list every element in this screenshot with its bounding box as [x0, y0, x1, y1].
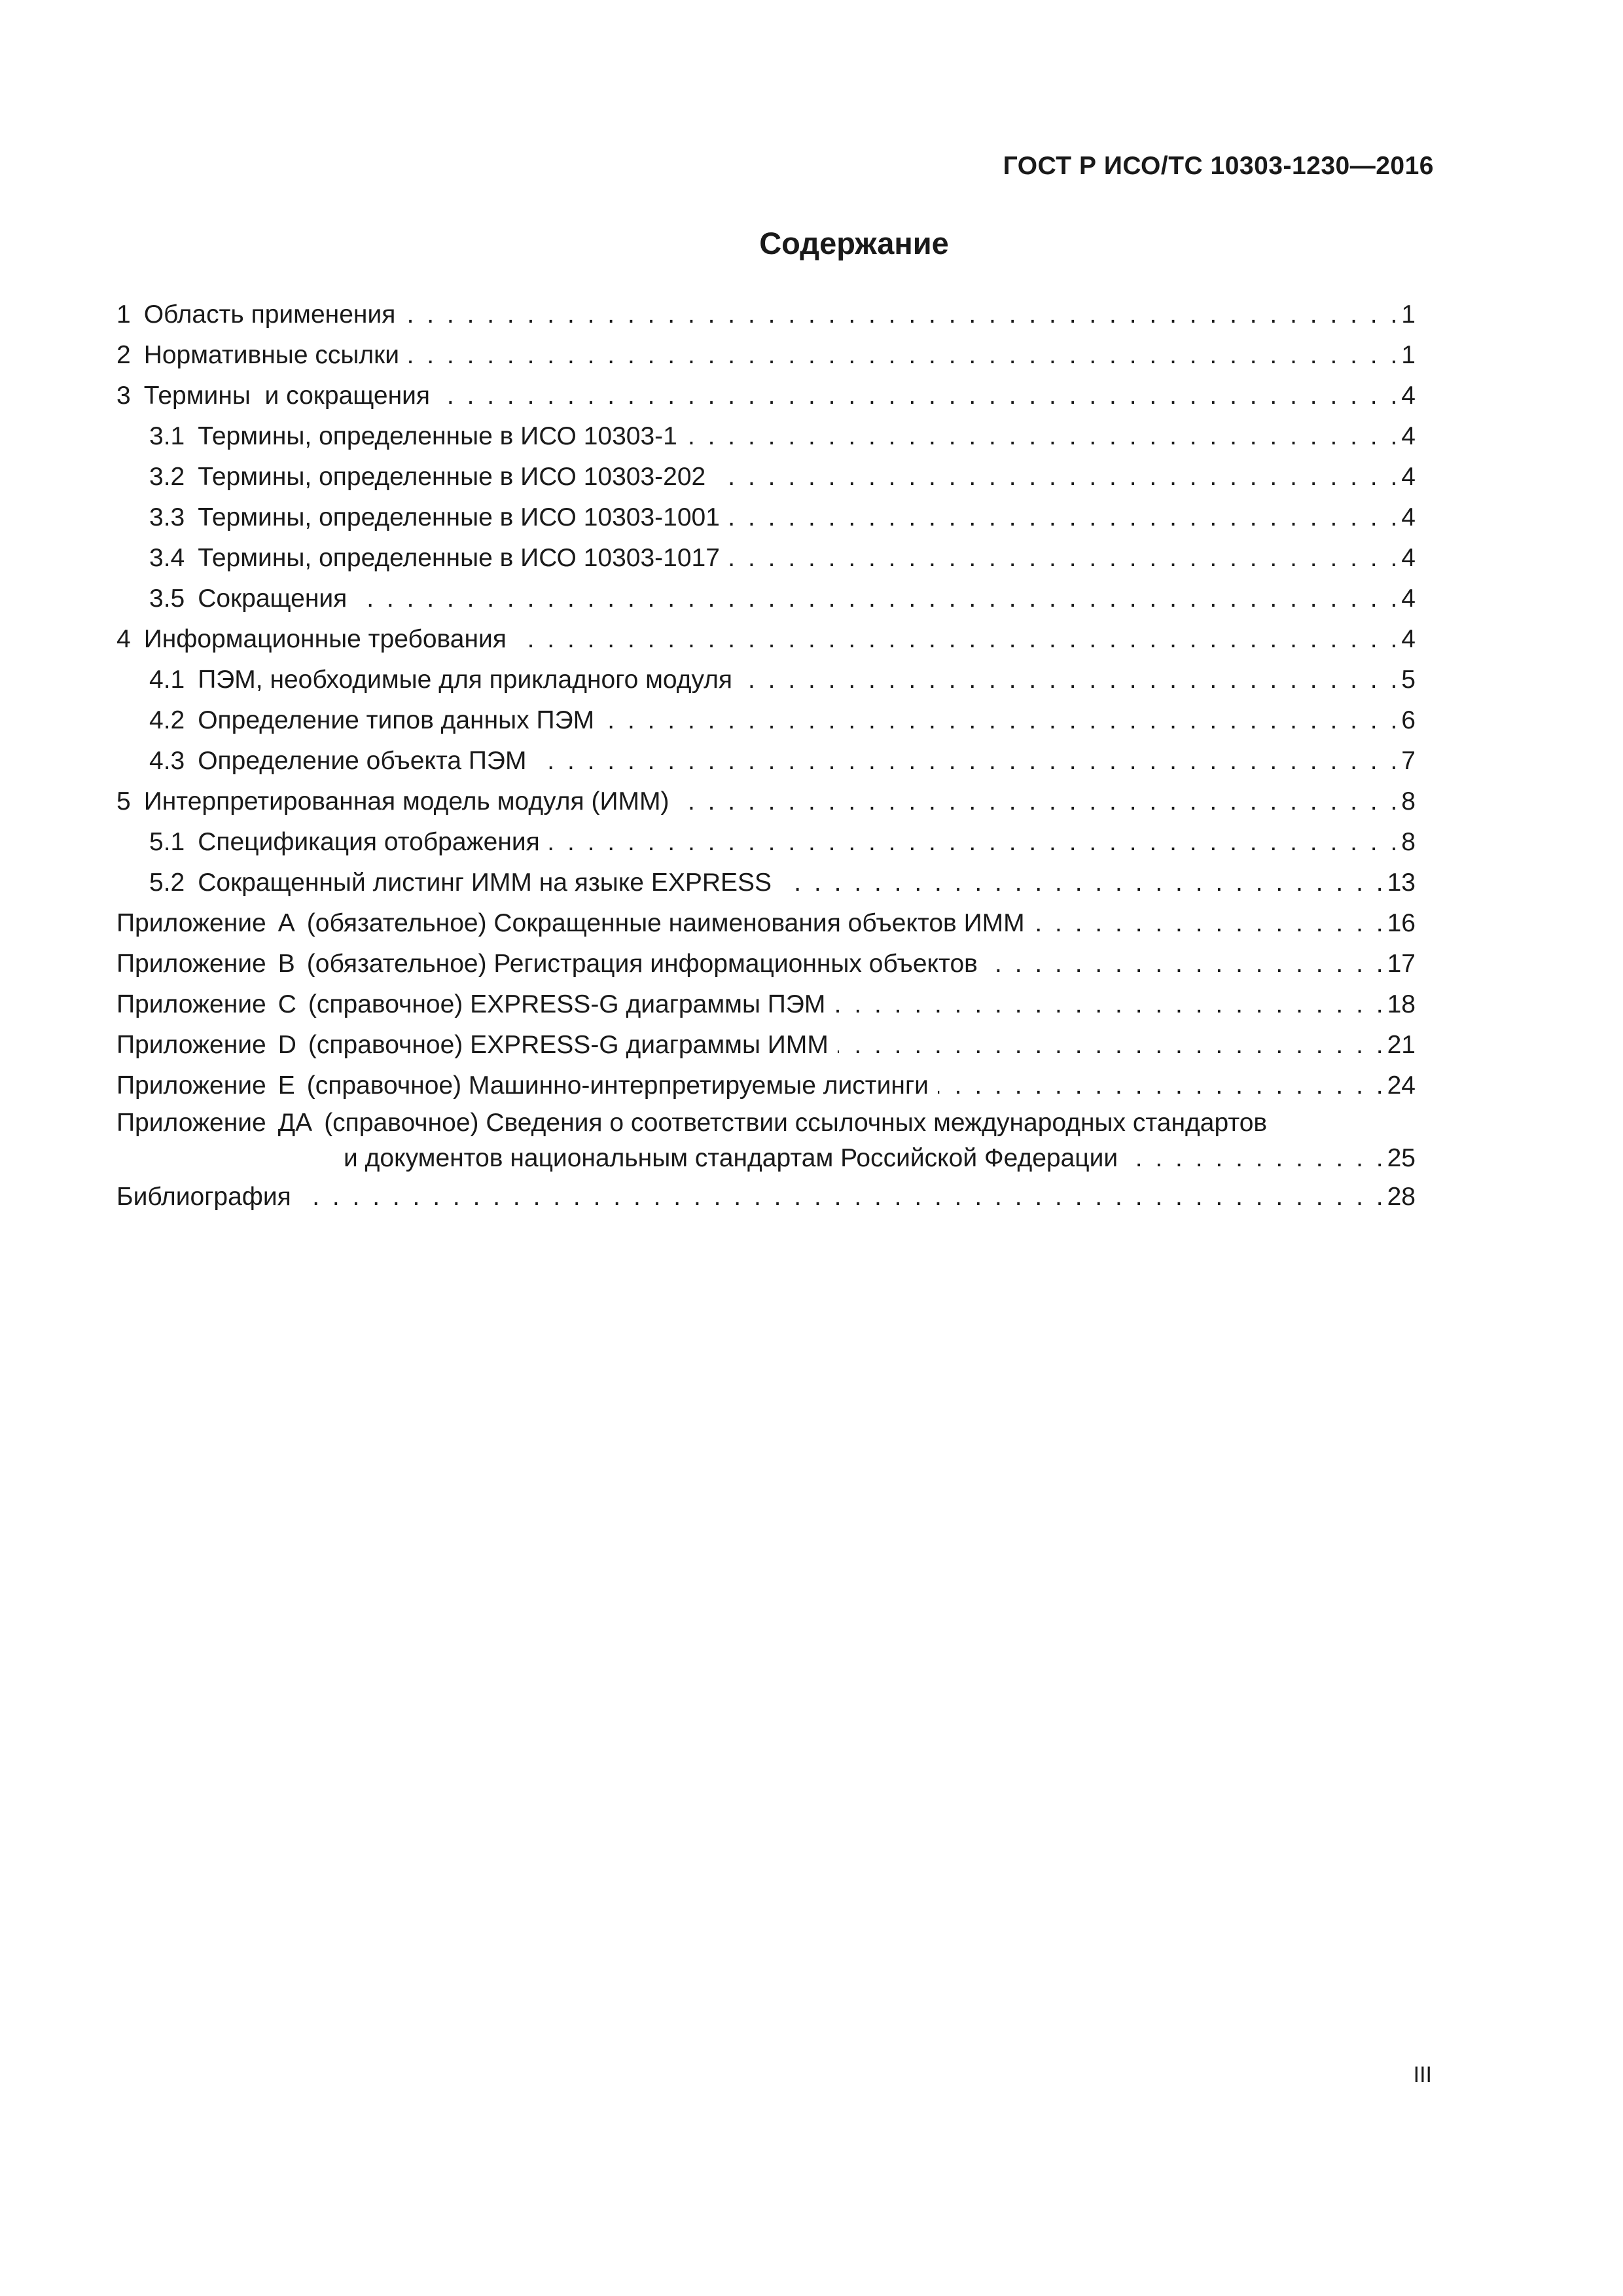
toc-entry-title: Термины и сокращения: [143, 382, 431, 410]
toc-entry-page: 8: [1401, 787, 1416, 816]
document-header: ГОСТ Р ИСО/ТС 10303-1230—2016: [1003, 152, 1434, 180]
toc-entry-number: 4.1: [149, 666, 185, 694]
toc-entry-number: 3.2: [149, 463, 185, 491]
leader-dots: [549, 822, 1398, 863]
toc-entry-number: 4.2: [149, 706, 185, 734]
toc-entry-number: 2: [116, 341, 131, 369]
leader-dots: [687, 416, 1397, 457]
toc-entry-number: 3.5: [149, 584, 185, 613]
leader-dots: [535, 741, 1397, 781]
toc-entry-3-1[interactable]: [116, 416, 1416, 457]
toc-appendix-d[interactable]: [116, 1025, 1416, 1066]
toc-entry-page: 13: [1387, 869, 1416, 897]
toc-entry-page: 4: [1401, 463, 1416, 491]
toc-entry-page: 28: [1387, 1183, 1416, 1211]
toc-appendix-e[interactable]: [116, 1066, 1416, 1106]
toc-entry-title: Сокращения: [198, 584, 348, 613]
toc-entry-number: 5.1: [149, 828, 185, 856]
toc-entry-title: Определение типов данных ПЭМ: [198, 706, 595, 734]
toc-entry-number: 5: [116, 787, 131, 816]
toc-entry-title: Нормативные ссылки: [143, 341, 399, 369]
toc-entry-page: 17: [1387, 950, 1416, 978]
toc-entry-number: 3.1: [149, 422, 185, 450]
appendix-word: Приложение: [116, 1071, 266, 1100]
toc-entry-page: 16: [1387, 909, 1416, 937]
toc-entry-page: 24: [1387, 1071, 1416, 1100]
toc-entry-page: 1: [1401, 300, 1416, 329]
toc-entry-page: 1: [1401, 341, 1416, 369]
toc-entry-title: Термины, определенные в ИСО 10303-1: [198, 422, 677, 450]
toc-entry-page: 25: [1387, 1144, 1416, 1172]
leader-dots: [1034, 903, 1383, 944]
leader-dots: [838, 1025, 1383, 1066]
appendix-title-line1: (справочное) Сведения о соответствии ссылочных международных стандартов: [324, 1109, 1268, 1137]
toc-entry-page: 18: [1387, 990, 1416, 1018]
toc-entry-page: 4: [1401, 382, 1416, 410]
toc-entry-4[interactable]: [116, 619, 1416, 660]
table-of-contents: [116, 295, 1416, 1217]
toc-entry-title: Интерпретированная модель модуля (ИММ): [143, 787, 669, 816]
appendix-title: (справочное) Машинно-интерпретируемые листинги: [306, 1071, 929, 1100]
leader-dots: [356, 579, 1397, 619]
toc-entry-number: 3.4: [149, 544, 185, 572]
toc-entry-number: 4.3: [149, 747, 185, 775]
toc-entry-1[interactable]: [116, 295, 1416, 335]
leader-dots: [516, 619, 1397, 660]
toc-entry-number: 4: [116, 625, 131, 653]
toc-entry-page: 8: [1401, 828, 1416, 856]
toc-entry-3-2[interactable]: [116, 457, 1416, 497]
toc-entry-page: 4: [1401, 584, 1416, 613]
appendix-letter: В: [277, 950, 295, 978]
toc-appendix-c[interactable]: [116, 984, 1416, 1025]
leader-dots: [404, 295, 1397, 335]
toc-appendix-da[interactable]: [116, 1106, 1416, 1177]
toc-entry-title: Область применения: [143, 300, 396, 329]
appendix-title: (справочное) EXPRESS-G диаграммы ПЭМ: [308, 990, 826, 1018]
appendix-word: Приложение: [116, 1031, 266, 1059]
toc-entry-5-2[interactable]: [116, 863, 1416, 903]
toc-entry-number: 1: [116, 300, 131, 329]
appendix-word: Приложение: [116, 950, 266, 978]
appendix-title: (справочное) EXPRESS-G диаграммы ИММ: [308, 1031, 829, 1059]
toc-entry-title: Термины, определенные в ИСО 10303-202: [198, 463, 706, 491]
appendix-word: Приложение: [116, 909, 266, 937]
toc-entry-title: Сокращенный листинг ИММ на языке EXPRESS: [198, 869, 772, 897]
toc-entry-5-1[interactable]: [116, 822, 1416, 863]
leader-dots: [408, 335, 1397, 376]
leader-dots: [834, 984, 1383, 1025]
toc-entry-3-5[interactable]: [116, 579, 1416, 619]
toc-entry-3-3[interactable]: [116, 497, 1416, 538]
toc-entry-3[interactable]: [116, 376, 1416, 416]
toc-entry-page: 6: [1401, 706, 1416, 734]
toc-appendix-a[interactable]: [116, 903, 1416, 944]
leader-dots: [1127, 1140, 1383, 1177]
toc-entry-page: 21: [1387, 1031, 1416, 1059]
toc-entry-page: 4: [1401, 422, 1416, 450]
toc-entry-number: 3.3: [149, 503, 185, 531]
toc-entry-5[interactable]: [116, 781, 1416, 822]
toc-appendix-b[interactable]: [116, 944, 1416, 984]
leader-dots: [678, 781, 1397, 822]
toc-entry-2[interactable]: [116, 335, 1416, 376]
toc-entry-title: Информационные требования: [143, 625, 507, 653]
leader-dots: [729, 497, 1397, 538]
appendix-title-line2: и документов национальным стандартам Российской Федерации: [344, 1144, 1118, 1172]
appendix-title: (обязательное) Сокращенные наименования объектов ИММ: [306, 909, 1025, 937]
toc-entry-3-4[interactable]: [116, 538, 1416, 579]
appendix-letter: D: [277, 1031, 296, 1059]
leader-dots: [938, 1066, 1383, 1106]
leader-dots: [987, 944, 1383, 984]
appendix-letter: С: [277, 990, 296, 1018]
toc-entry-page: 5: [1401, 666, 1416, 694]
toc-entry-title: ПЭМ, необходимые для прикладного модуля: [198, 666, 733, 694]
toc-entry-4-2[interactable]: [116, 700, 1416, 741]
leader-dots: [603, 700, 1397, 741]
toc-entry-title: Термины, определенные в ИСО 10303-1017: [198, 544, 720, 572]
leader-dots: [729, 538, 1397, 579]
toc-entry-4-1[interactable]: [116, 660, 1416, 700]
appendix-letter: Е: [277, 1071, 295, 1100]
appendix-letter: А: [277, 909, 295, 937]
toc-entry-number: 5.2: [149, 869, 185, 897]
toc-entry-page: 7: [1401, 747, 1416, 775]
toc-entry-title: Спецификация отображения: [198, 828, 540, 856]
appendix-word: Приложение: [116, 990, 266, 1018]
toc-entry-page: 4: [1401, 544, 1416, 572]
toc-title: Содержание: [759, 226, 949, 260]
leader-dots: [439, 376, 1397, 416]
leader-dots: [715, 457, 1397, 497]
page-number: III: [1413, 2062, 1432, 2087]
toc-entry-number: 3: [116, 382, 131, 410]
leader-dots: [741, 660, 1397, 700]
leader-dots: [300, 1177, 1383, 1217]
toc-entry-title: Термины, определенные в ИСО 10303-1001: [198, 503, 720, 531]
appendix-letter: ДА: [277, 1109, 313, 1137]
toc-entry-page: 4: [1401, 625, 1416, 653]
toc-entry-4-3[interactable]: [116, 741, 1416, 781]
toc-entry-title: Библиография: [116, 1183, 291, 1211]
toc-bibliography[interactable]: [116, 1177, 1416, 1217]
toc-entry-page: 4: [1401, 503, 1416, 531]
appendix-title: (обязательное) Регистрация информационных объектов: [306, 950, 978, 978]
toc-entry-title: Определение объекта ПЭМ: [198, 747, 527, 775]
appendix-word: Приложение: [116, 1109, 266, 1137]
leader-dots: [781, 863, 1383, 903]
